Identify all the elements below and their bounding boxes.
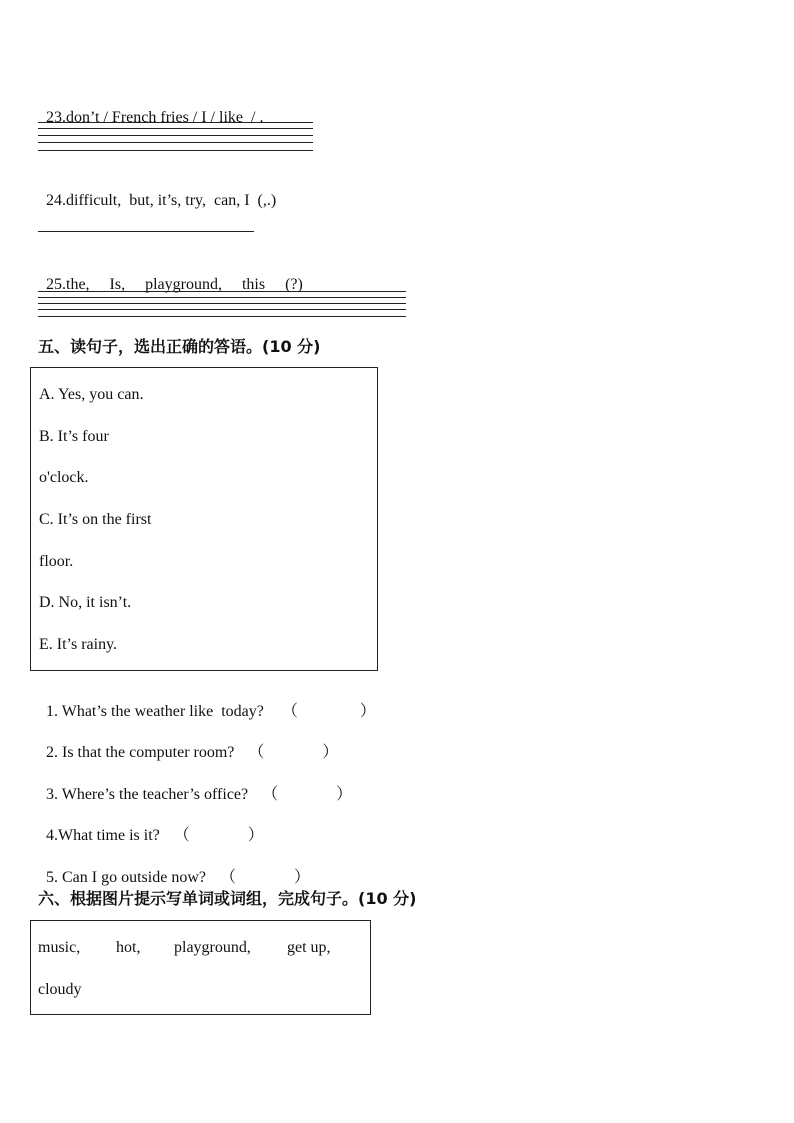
option-e: E. It’s rainy. [39,636,118,653]
answer-paren-open[interactable]: （ [281,703,298,720]
answer-paren-close: ） [322,744,339,761]
answer-line[interactable] [38,303,406,304]
word-get-up: get up, [287,939,331,956]
answer-line[interactable] [38,231,254,232]
word-hot: hot, [116,939,141,956]
question-number: 24. [46,192,66,209]
question-text: 5. Can I go outside now? [46,869,206,886]
question-3 [38,765,352,805]
word-bank-box [30,920,371,1015]
option-d: D. No, it isn’t. [39,594,132,611]
answer-paren-open[interactable]: （ [173,827,190,844]
option-c: C. It’s on the first [39,511,152,528]
question-text: 3. Where’s the teacher’s office? [46,786,249,803]
question-4 [38,806,264,846]
question-text: don’t / French fries / I / like / . [66,109,264,126]
answer-line[interactable] [38,150,313,151]
answer-line[interactable] [38,291,406,292]
question-1 [38,682,376,722]
answer-line[interactable] [38,297,406,298]
question-text: 4.What time is it? [46,827,160,844]
question-text: 2. Is that the computer room? [46,744,235,761]
answer-paren-close: ） [359,703,376,720]
question-2 [38,723,338,763]
answer-paren-open[interactable]: （ [248,744,265,761]
word-cloudy: cloudy [38,981,82,998]
answer-paren-open[interactable]: （ [262,786,279,803]
answer-paren-close: ） [247,827,264,844]
answer-paren-open[interactable]: （ [219,869,236,886]
answer-line[interactable] [38,128,313,129]
question-24 [38,171,276,211]
question-5 [38,848,310,888]
section-6-heading: 六、根据图片提示写单词或词组，完成句子。(10 分) [38,889,417,908]
question-text: the, Is, playground, this (?) [66,276,303,293]
answer-line[interactable] [38,316,406,317]
word-playground: playground, [174,939,251,956]
section-5-heading: 五、读句子，选出正确的答语。(10 分) [38,337,321,356]
question-number: 23. [46,109,66,126]
answer-line[interactable] [38,309,406,310]
option-b: B. It’s four [39,428,109,445]
answer-line[interactable] [38,142,313,143]
question-text: difficult, but, it’s, try, can, I (,.) [66,192,277,209]
options-box [30,367,378,671]
answer-line[interactable] [38,135,313,136]
question-25 [38,255,303,295]
answer-line[interactable] [38,122,313,123]
option-c-cont: floor. [39,553,74,570]
question-number: 25. [46,276,66,293]
option-a: A. Yes, you can. [39,386,144,403]
answer-paren-close: ） [336,786,353,803]
answer-paren-close: ） [294,869,311,886]
option-b-cont: o'clock. [39,469,89,486]
word-music: music, [38,939,81,956]
question-text: 1. What’s the weather like today? [46,703,264,720]
